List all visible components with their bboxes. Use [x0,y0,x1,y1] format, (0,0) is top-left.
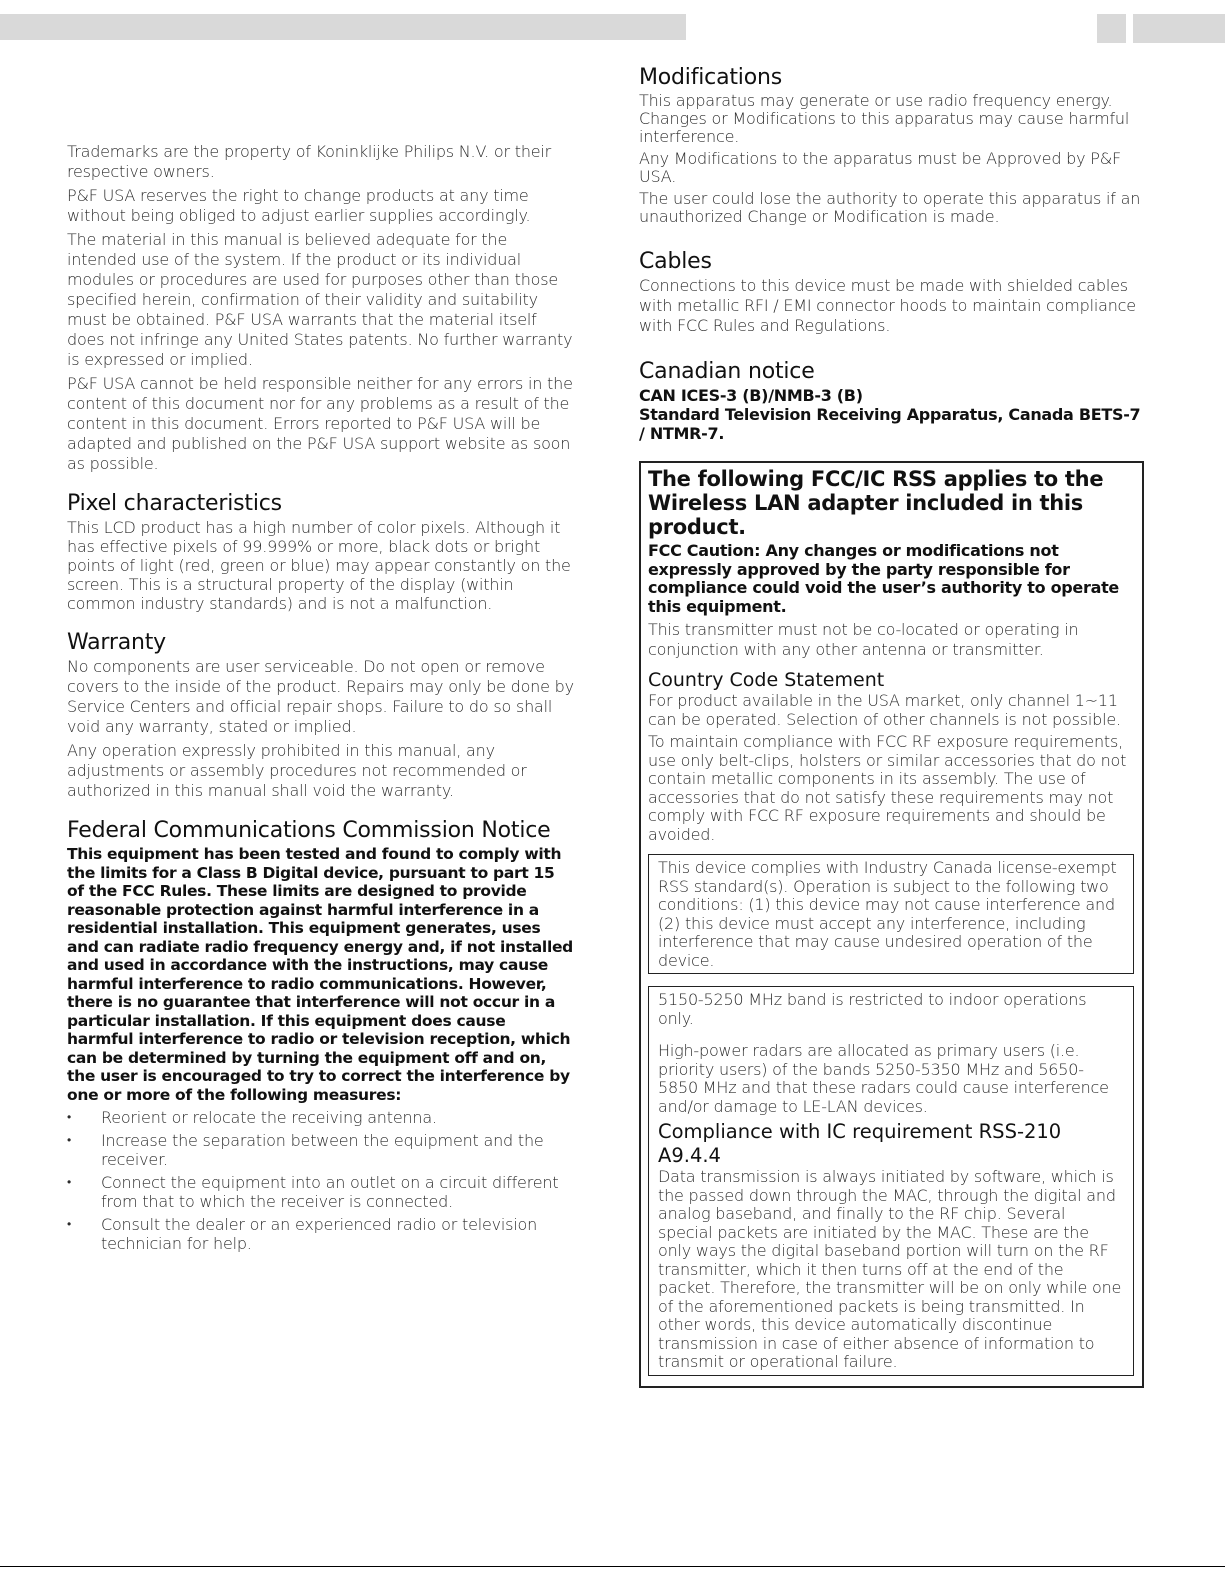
band-notice-text: 5150-5250 MHz band is restricted to indoor operations only. [658,990,1087,1028]
pixel-text: This LCD product has a high number of color pixels. Although it has effective pixels of 99.999% or more, black dots or bright points of light (red, green or blue) may appear constantly on the screen. This is a structural property of the display (within common industry standards) and is not a malfunction. [67,518,571,613]
fcc-measures-list [67,1108,575,1253]
country-code-heading: Country Code Statement [648,669,885,691]
header-bar [0,14,686,40]
section-tab [1133,14,1225,43]
warranty-heading: Warranty [67,630,167,655]
rss-compliance-text: Data transmission is always initiated by software, which is the passed down through the MAC, through the digital and analog baseband, and finally to the RF chip. Several special packets are initiated by the MAC. These are the only ways the digital baseband portion will turn on the RF transmitter, which it then turns off at the end of the packet. Therefore, the transmitter will be on only while one of the aforementioned packets is being transmitted. In other words, this device automatically discontinue transmission in case of either absence of information to transmit or operational failure. [658,1167,1122,1371]
canadian-bets-line: Standard Television Receiving Apparatus, Canada BETS-7 / NTMR-7. [639,405,1141,443]
transmitter-text: This transmitter must not be co-located or operating in conjunction with any other antenna or transmitter. [648,620,1079,659]
cables-heading: Cables [639,249,712,274]
warranty-text-2: Any operation expressly prohibited in this manual, any adjustments or assembly procedures not recommended or authorized in this manual shall void the warranty. [67,741,527,800]
list-item: • Connect the equipment into an outlet on a circuit different from that to which the receiver is connected. [67,1173,575,1211]
radar-notice-text: High-power radars are allocated as primary users (i.e. priority users) of the bands 5250-5350 MHz and 5650-5850 MHz and that these radars could cause interference and/or damage to LE-LAN devices. [658,1041,1109,1116]
country-code-text-1: For product available in the USA market, only channel 1~11 can be operated. Selection of other channels is not possible. [648,691,1121,729]
pixel-heading: Pixel characteristics [67,491,282,516]
left-column [67,142,575,1257]
footer-rule [0,1566,1225,1567]
material-paragraph: The material in this manual is believed adequate for the intended use of the system. If the product or its individual modules or procedures are used for purposes other than those specified herein, confirmation of their validity and suitability must be obtained. P&F USA warrants that the material itself does not infringe any United States patents. No further warranty is expressed or implied. [67,230,573,369]
fcc-heading: Federal Communications Commission Notice [67,818,551,843]
country-code-text-2: To maintain compliance with FCC RF exposure requirements, use only belt-clips, holsters or similar accessories that do not contain metallic components in its assembly. The use of accessories that do not satisfy these requirements may not comply with FCC RF exposure requirements and should be avoided. [648,732,1127,844]
list-item: • Reorient or relocate the receiving antenna. [67,1108,575,1127]
industry-canada-box [648,854,1134,974]
responsibility-paragraph: P&F USA cannot be held responsible neither for any errors in the content of this document nor for any problems as a result of the content in this document. Errors reported to P&F USA will be adapted and published on the P&F USA support website as soon as possible. [67,374,573,473]
modifications-heading: Modifications [639,65,782,90]
list-item: • Increase the separation between the equipment and the receiver. [67,1131,575,1169]
right-column [639,64,1144,1388]
ic-compliance-box [648,986,1134,1376]
cables-text: Connections to this device must be made with shielded cables with metallic RFI / EMI connector hoods to maintain compliance with FCC Rules and Regulations. [639,276,1136,335]
fcc-caution-text: FCC Caution: Any changes or modifications not expressly approved by the party responsible for compliance could void the user’s authority to operate this equipment. [648,541,1119,616]
fcc-text: This equipment has been tested and found to comply with the limits for a Class B Digital device, pursuant to part 15 of the FCC Rules. These limits are designed to provide reasonable protection against harmful interference in a residential installation. This equipment generates, uses and can radiate radio frequency energy and, if not installed and used in accordance with the instructions, may cause harmful interference to radio communications. However, there is no guarantee that interference will not occur in a particular installation. If this equipment does cause harmful interference to radio or television reception, which can be determined by turning the equipment off and on, the user is encouraged to try to correct the interference by one or more of the following measures: [67,845,573,1104]
page-number-tab [1097,14,1126,43]
rights-paragraph: P&F USA reserves the right to change products at any time without being obliged to adjust earlier supplies accordingly. [67,186,531,225]
wireless-lan-notice-box [639,461,1144,1388]
trademark-paragraph: Trademarks are the property of Koninklijke Philips N.V. or their respective owners. [67,142,552,181]
canadian-ices-line: CAN ICES-3 (B)/NMB-3 (B) [639,386,863,405]
canadian-heading: Canadian notice [639,359,815,384]
list-item: • Consult the dealer or an experienced radio or television technician for help. [67,1215,575,1253]
modifications-text-2: Any Modifications to the apparatus must be Approved by P&F USA. [639,149,1121,186]
warranty-text-1: No components are user serviceable. Do not open or remove covers to the inside of the product. Repairs may only be done by Service Centers and official repair shops. Failure to do so shall void any warranty, stated or implied. [67,657,574,736]
wireless-lan-title: The following FCC/IC RSS applies to the Wireless LAN adapter included in this product. [648,467,1104,539]
modifications-text-3: The user could lose the authority to operate this apparatus if an unauthorized Change or Modification is made. [639,189,1141,226]
modifications-text-1: This apparatus may generate or use radio frequency energy. Changes or Modifications to this apparatus may cause harmful interference. [639,91,1130,146]
industry-canada-text: This device complies with Industry Canada license-exempt RSS standard(s). Operation is subject to the following two conditions: (1) this device may not cause interference and (2) this device must accept any interference, including interference that may cause undesired operation of the device. [658,858,1117,970]
rss-compliance-heading: Compliance with IC requirement RSS-210 A9.4.4 [658,1120,1062,1167]
